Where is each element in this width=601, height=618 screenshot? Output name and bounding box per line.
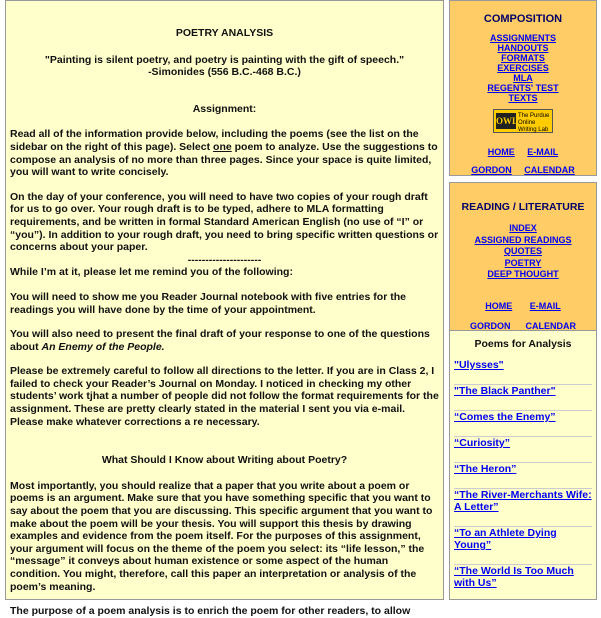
page-title: POETRY ANALYSIS: [175, 27, 274, 39]
poem-link-athlete-dying-young[interactable]: “To an Athlete Dying Young”: [454, 527, 557, 551]
paragraph-text: poem to analyze. Use the suggestions to compose an analysis of no more than three pages. Since your space is quite limited, you will want to write concisely.: [10, 140, 438, 179]
book-title: An Enemy of the People.: [41, 340, 165, 353]
poem-link-ulysses[interactable]: "Ulysses": [454, 359, 504, 371]
separator-line: ---------------------: [187, 253, 262, 266]
nav-exercises[interactable]: EXERCISES: [497, 63, 549, 73]
poem-link-the-heron[interactable]: “The Heron”: [454, 463, 517, 475]
poem-item: [454, 384, 592, 410]
paragraph-directions: Please be extremely careful to follow all directions to the letter. If you are in Class 2, I failed to check your Reader’s Journal on Monday. I noticed in checking my other students’ work tjhat a number of people did not follow the format requirements for the assignment. These are pretty clearly stated in the material I sent you via e-mail. Please make whatever corrections a re necessary.: [10, 365, 439, 428]
nav-index[interactable]: INDEX: [509, 223, 537, 233]
nav-mla[interactable]: MLA: [513, 73, 533, 83]
nav-assigned-readings[interactable]: ASSIGNED READINGS: [474, 234, 572, 245]
composition-calendar-link[interactable]: CALENDAR: [524, 165, 575, 175]
owl-logo-link[interactable]: [493, 109, 553, 133]
nav-deep-thought[interactable]: DEEP THOUGHT: [487, 269, 559, 279]
emphasis-one: one: [213, 140, 232, 153]
nav-handouts[interactable]: HANDOUTS: [497, 43, 549, 53]
paragraph-reminder: While I’m at it, please let me remind you of the following:: [10, 266, 293, 279]
reading-calendar-link[interactable]: CALENDAR: [525, 320, 576, 331]
poem-link-world-too-much[interactable]: “The World Is Too Much with Us”: [454, 565, 574, 589]
poem-item: [454, 564, 592, 602]
assignment-heading: Assignment:: [192, 102, 257, 115]
epigraph-author: -Simonides (556 B.C.-468 B.C.): [148, 66, 301, 79]
epigraph-quote: "Painting is silent poetry, and poetry is painting with the gift of speech.": [44, 53, 405, 66]
poem-item: [454, 462, 592, 488]
paragraph-text: Read all of the information provide below, including the poems (see the list on the sidebar on the right of this page). Select: [10, 128, 419, 153]
nav-regents-test[interactable]: REGENTS' TEST: [487, 83, 559, 93]
owl-badge-icon: OWL: [496, 113, 516, 129]
poem-item: [454, 436, 592, 462]
paragraph-argument: Most importantly, you should realize that a paper that you write about a poem or poems is an argument. Make sure that you have something specific that you want to say about the poem that you are discussing. This specific argument that you want to make about the poem will be your thesis. You will support this thesis by drawing examples and evidence from the poem itself. For the purposes of this assignment, your argument will focus on the theme of the poem you select: its “life lesson,” the “message” it conveys about human existence or some aspect of the human condition. You might, therefore, call this paper an interpretation or analysis of the poem’s meaning.: [10, 479, 433, 593]
composition-nav: [450, 33, 596, 103]
nav-formats[interactable]: FORMATS: [501, 53, 545, 63]
reading-gordon-link[interactable]: GORDON: [469, 320, 511, 331]
paragraph-text: You will also need to present the final draft of your response to one of the questions about: [10, 328, 430, 353]
nav-assignments[interactable]: ASSIGNMENTS: [489, 33, 556, 43]
reading-title: READING / LITERATURE: [461, 201, 585, 213]
poem-link-river-merchants-wife[interactable]: “The River-Merchants Wife: A Letter”: [454, 489, 592, 513]
composition-panel: [449, 0, 597, 176]
poem-link-curiosity[interactable]: “Curiosity”: [454, 437, 511, 449]
composition-title: COMPOSITION: [483, 13, 563, 25]
paragraph-purpose: The purpose of a poem analysis is to enrich the poem for other readers, to allow: [10, 605, 411, 618]
poem-link-black-panther[interactable]: "The Black Panther": [454, 385, 556, 397]
reading-home-link[interactable]: HOME: [485, 300, 513, 311]
nav-quotes[interactable]: QUOTES: [503, 246, 542, 256]
paragraph-instructions: [10, 128, 439, 178]
poems-panel: [449, 330, 597, 600]
paragraph-journal: You will need to show me you Reader Journal notebook with five entries for the readings you will have done by the time of your appointment.: [10, 290, 406, 316]
owl-logo-text: The Purdue Online Writing Lab: [518, 113, 550, 133]
reading-email-link[interactable]: E-MAIL: [529, 300, 561, 311]
poem-link-comes-the-enemy[interactable]: “Comes the Enemy”: [454, 411, 556, 423]
main-content: [5, 0, 444, 618]
composition-email-link[interactable]: E-MAIL: [527, 147, 559, 157]
poems-title: Poems for Analysis: [474, 338, 572, 350]
poem-item: [454, 488, 592, 526]
section-heading: What Should I Know about Writing about Poetry?: [101, 454, 348, 467]
poem-item: [454, 526, 592, 564]
paragraph-final-draft: [10, 328, 439, 353]
reading-panel: [449, 182, 597, 332]
composition-home-link[interactable]: HOME: [487, 147, 515, 157]
composition-gordon-link[interactable]: GORDON: [471, 165, 512, 175]
paragraph-rough-draft: On the day of your conference, you will need to have two copies of your rough draft for us to go over. Your rough draft is to be typed, adhere to MLA formatting requirements, and be written in formal Standard American English (no use of “I” or “you”). In addition to your rough draft, you need to bring specific written questions or concerns about your paper.: [10, 190, 439, 254]
reading-nav: [450, 223, 596, 281]
nav-poetry[interactable]: POETRY: [504, 257, 542, 268]
nav-texts[interactable]: TEXTS: [508, 93, 538, 103]
poem-item: [454, 359, 592, 384]
poem-item: [454, 410, 592, 436]
